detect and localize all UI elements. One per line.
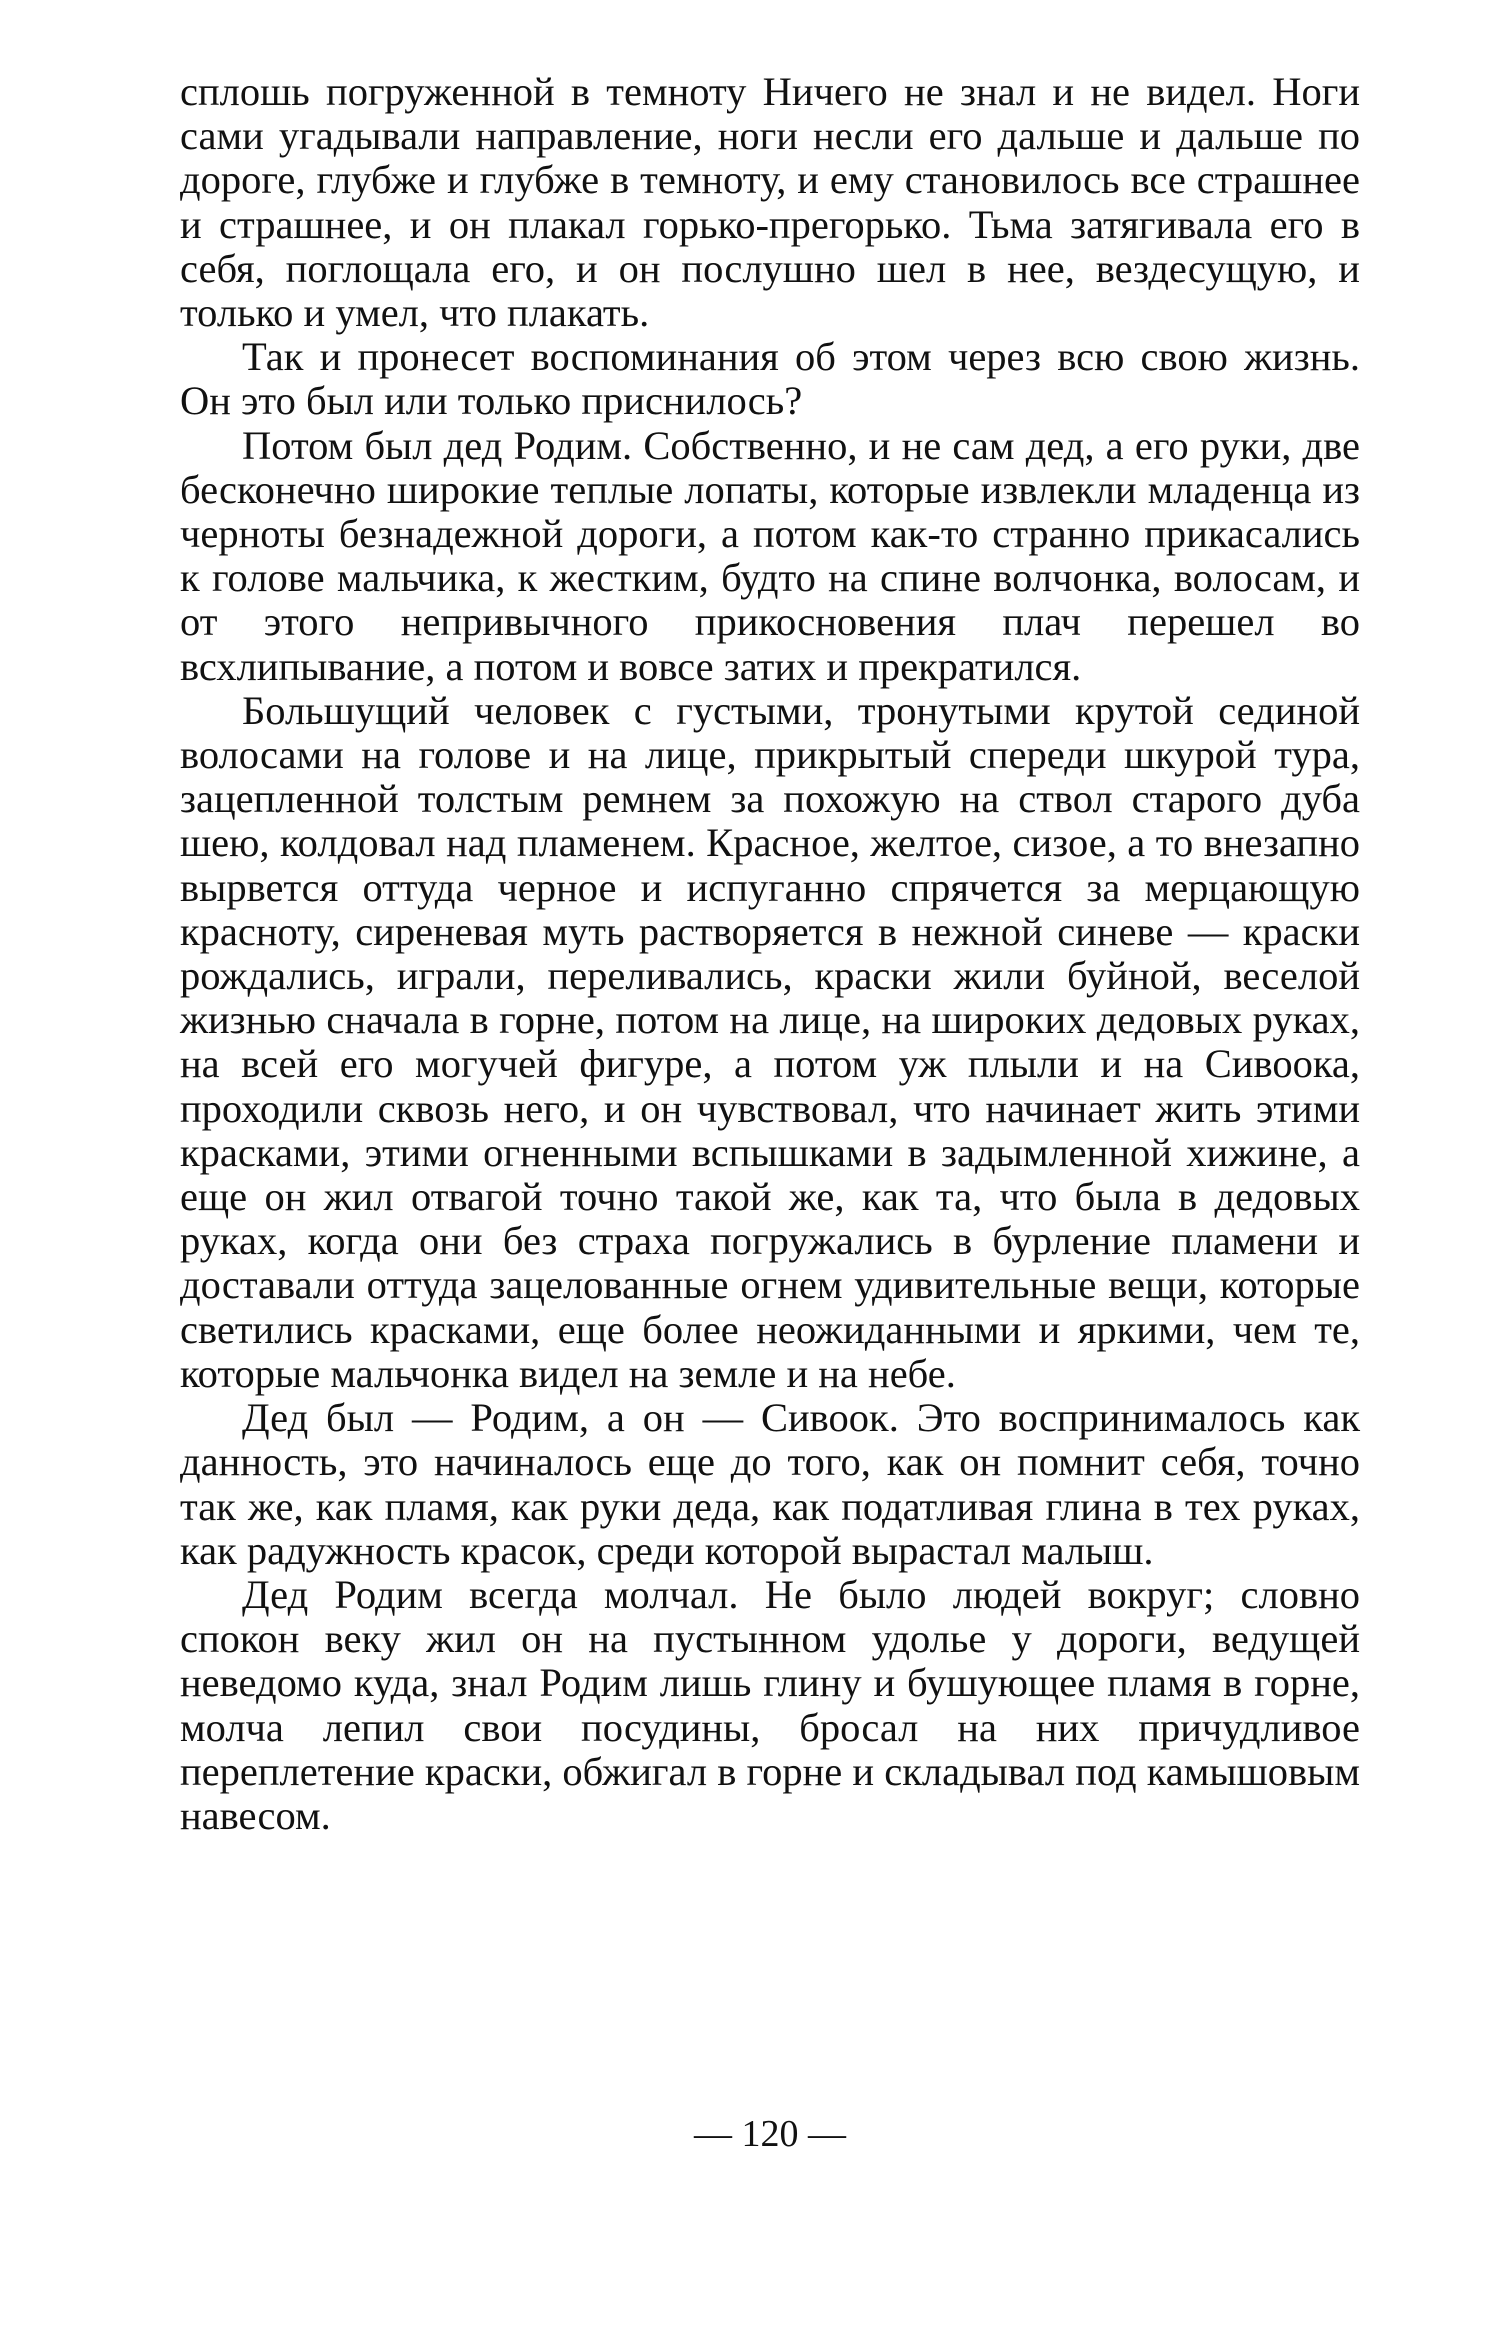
paragraph-6: Дед Родим всегда молчал. Не было людей вокруг; словно спокон веку жил он на пустынном удолье у дороги, ведущей неведомо куда, знал Родим лишь глину и бушующее пламя в горне, молча лепил свои посудины, бросал на них причудливое переплетение краски, обжигал в горне и складывал под камышовым навесом. [180, 1571, 1360, 1838]
paragraph-1: сплошь погруженной в темноту Ничего не знал и не видел. Ноги сами угадывали направление, ноги несли его дальше и дальше по дороге, глубже и глубже в темноту, и ему становилось все страшнее и страшнее, и он плакал горько-прегорько. Тьма затягивала его в себя, поглощала его, и он послушно шел в нее, вездесущую, и только и умел, что плакать. [180, 69, 1360, 336]
paragraph-5: Дед был — Родим, а он — Сивоок. Это воспринималось как данность, это начиналось еще до того, как он помнит себя, точно так же, как пламя, как руки деда, как податливая глина в тех руках, как радужность красок, среди которой вырастал малыш. [180, 1395, 1360, 1573]
paragraph-3: Потом был дед Родим. Собственно, и не сам дед, а его руки, две бесконечно широкие теплые лопаты, которые извлекли младенца из черноты безнадежной дороги, а потом как-то странно прикасались к голове мальчика, к жестким, будто на спине волчонка, волосам, и от этого непривычного прикосновения плач перешел во всхлипывание, а потом и вовсе затих и прекратился. [180, 422, 1360, 689]
paragraph-4: Большущий человек с густыми, тронутыми крутой сединой волосами на голове и на лице, прикрытый спереди шкурой тура, зацепленной толстым ремнем за похожую на ствол старого дуба шею, колдовал над пламенем. Красное, желтое, сизое, а то внезапно вырвется оттуда черное и испуганно спрячется за мерцающую красноту, сиреневая муть растворяется в нежной синеве — краски рождались, играли, переливались, краски жили буйной, веселой жизнью сначала в горне, потом на лице, на широких дедовых руках, на всей его могучей фигуре, а потом уж плыли и на Сивоока, проходили сквозь него, и он чувствовал, что начинает жить этими красками, этими огненными вспышками в задымленной хижине, а еще он жил отвагой точно такой же, как та, что была в дедовых руках, когда они без страха погружались в бурление пламени и доставали оттуда зацелованные огнем удивительные вещи, которые светились красками, еще более неожиданными и яркими, чем те, которые мальчонка видел на земле и на небе. [180, 687, 1360, 1396]
book-page [180, 70, 1360, 2270]
page-number: — 120 — [694, 2113, 846, 2155]
paragraph-2: Так и пронесет воспоминания об этом через всю свою жизнь. Он это был или только приснилось? [180, 334, 1360, 424]
